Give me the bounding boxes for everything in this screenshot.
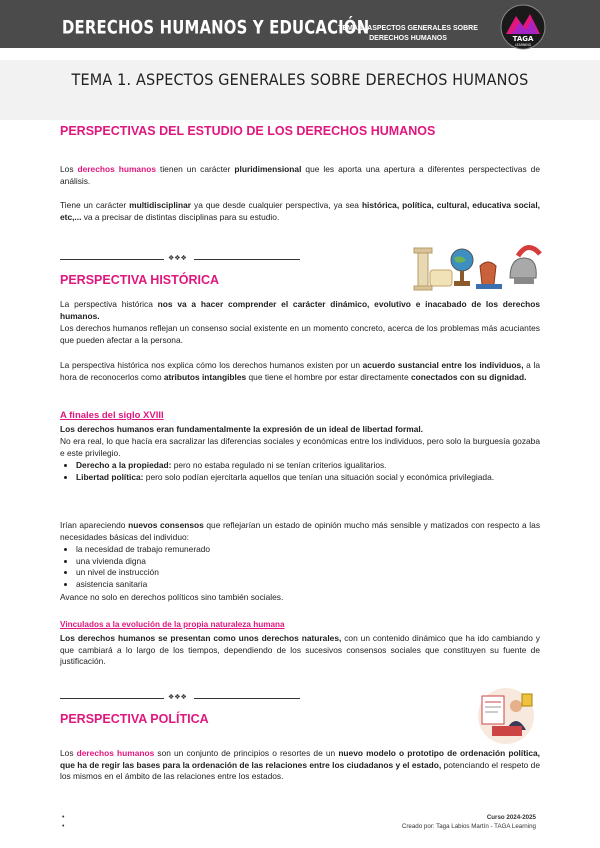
- logo-text: TAGA: [512, 35, 534, 43]
- subheading-naturaleza-humana: Vinculados a la evolución de la propia naturaleza humana: [60, 620, 285, 629]
- section-divider: [60, 693, 300, 703]
- footer-course: Curso 2024-2025: [486, 814, 536, 821]
- historica-paragraph-3: La perspectiva histórica nos explica cómo los derechos humanos existen por un acuerdo sustancial entre los individuos, a la hora de reconocerlos como atributos intangibles que tiene el hombre por estar directamente conectados con su dignidad.: [60, 360, 540, 382]
- naturaleza-humana-paragraph: Los derechos humanos se presentan como unos derechos naturales, con un contenido dinámico que ha ido cambiando y que cambiará a lo largo de los tiempos, dependiendo de los sucesivos consensos sociales que constituyen su fuente de justificación.: [60, 633, 540, 667]
- taga-learning-logo: [500, 4, 546, 50]
- siglo-xviii-bold-paragraph: Los derechos humanos eran fundamentalmente la expresión de un ideal de libertad formal.: [60, 424, 424, 434]
- politics-illustration: [470, 686, 542, 746]
- historica-paragraph-2: Los derechos humanos reflejan un consenso social existente en un momento concreto, acerca de los problemas más acuciantes que pueden afectar a la persona.: [60, 323, 540, 345]
- intro-paragraph-1: Los derechos humanos tienen un carácter pluridimensional que les aporta una apertura a diferentes perspectectivas de análisis.: [60, 164, 540, 186]
- header-topic-line2: DERECHOS HUMANOS: [369, 35, 447, 42]
- intro-paragraph-2: Tiene un carácter multidisciplinar ya que desde cualquier perspectiva, ya sea histórica, política, cultural, educativa social, etc,... va a precisar de distintas disciplinas para su estudio.: [60, 200, 540, 222]
- needs-bullet-list: [60, 544, 540, 590]
- document-title: TEMA 1. ASPECTOS GENERALES SOBRE DERECHOS HUMANOS: [71, 70, 529, 89]
- historica-paragraph-5: Avance no solo en derechos políticos sino también sociales.: [60, 592, 284, 602]
- document-title-band: [0, 60, 600, 120]
- politica-paragraph-1: Los derechos humanos son un conjunto de principios o resortes de un nuevo modelo o prototipo de ordenación política, que ha de regir las bases para la ordenación de las relaciones entre los ciudadanos y el estado, potenciando el respeto de los mismos en el ámbito de las relaciones entre los estados.: [60, 748, 541, 782]
- list-item: • la necesidad de trabajo remunerado: [76, 544, 540, 556]
- header-topic: [328, 24, 488, 44]
- divider-ornament: ❖❖❖: [168, 694, 187, 701]
- section-heading-perspectivas: PERSPECTIVAS DEL ESTUDIO DE LOS DERECHOS HUMANOS: [60, 124, 436, 138]
- header-bar: [0, 0, 600, 48]
- footer-bullet: •: [62, 814, 65, 821]
- subheading-siglo-xviii: A finales del siglo XVIII: [60, 410, 164, 421]
- list-item: • una vivienda digna: [76, 556, 540, 568]
- list-item: • Libertad política: pero solo podían ejercitarla aquellos que tenían una situación social y económica privilegiada.: [76, 472, 540, 484]
- section-divider: [60, 254, 300, 264]
- historica-paragraph-4: Irían apareciendo nuevos consensos que reflejarían un estado de opinión mucho más sensible y matizados con respecto a las necesidades básicas del individuo:: [60, 520, 541, 542]
- section-heading-historica: PERSPECTIVA HISTÓRICA: [60, 273, 220, 287]
- siglo-xviii-paragraph: No era real, lo que hacía era sacralizar las diferencias sociales y económicas entre los individuos, pero solo la burguesía gozaba e este privilegio.: [60, 436, 540, 458]
- historica-paragraph-1: La perspectiva histórica nos va a hacer comprender el carácter dinámico, evolutivo e inacabado de los derechos humanos.: [60, 299, 540, 321]
- logo-subtext: LEARNING: [514, 43, 532, 47]
- footer-bullet: •: [62, 823, 65, 830]
- header-topic-line1: TEMA 1. ASPECTOS GENERALES SOBRE: [338, 25, 478, 32]
- divider-ornament: ❖❖❖: [168, 255, 187, 262]
- history-illustration: [410, 240, 545, 292]
- header-title: DERECHOS HUMANOS Y EDUCACIÓN: [62, 16, 370, 38]
- rights-bullet-list: [60, 460, 540, 483]
- list-item: • asistencia sanitaria: [76, 579, 540, 591]
- list-item: • un nivel de instrucción: [76, 567, 540, 579]
- list-item: • Derecho a la propiedad: pero no estaba regulado ni se tenían criterios igualitarios.: [76, 460, 540, 472]
- footer-credit: Creado por: Taga Labios Martín - TAGA Learning: [401, 823, 536, 830]
- section-heading-politica: PERSPECTIVA POLÍTICA: [60, 712, 209, 726]
